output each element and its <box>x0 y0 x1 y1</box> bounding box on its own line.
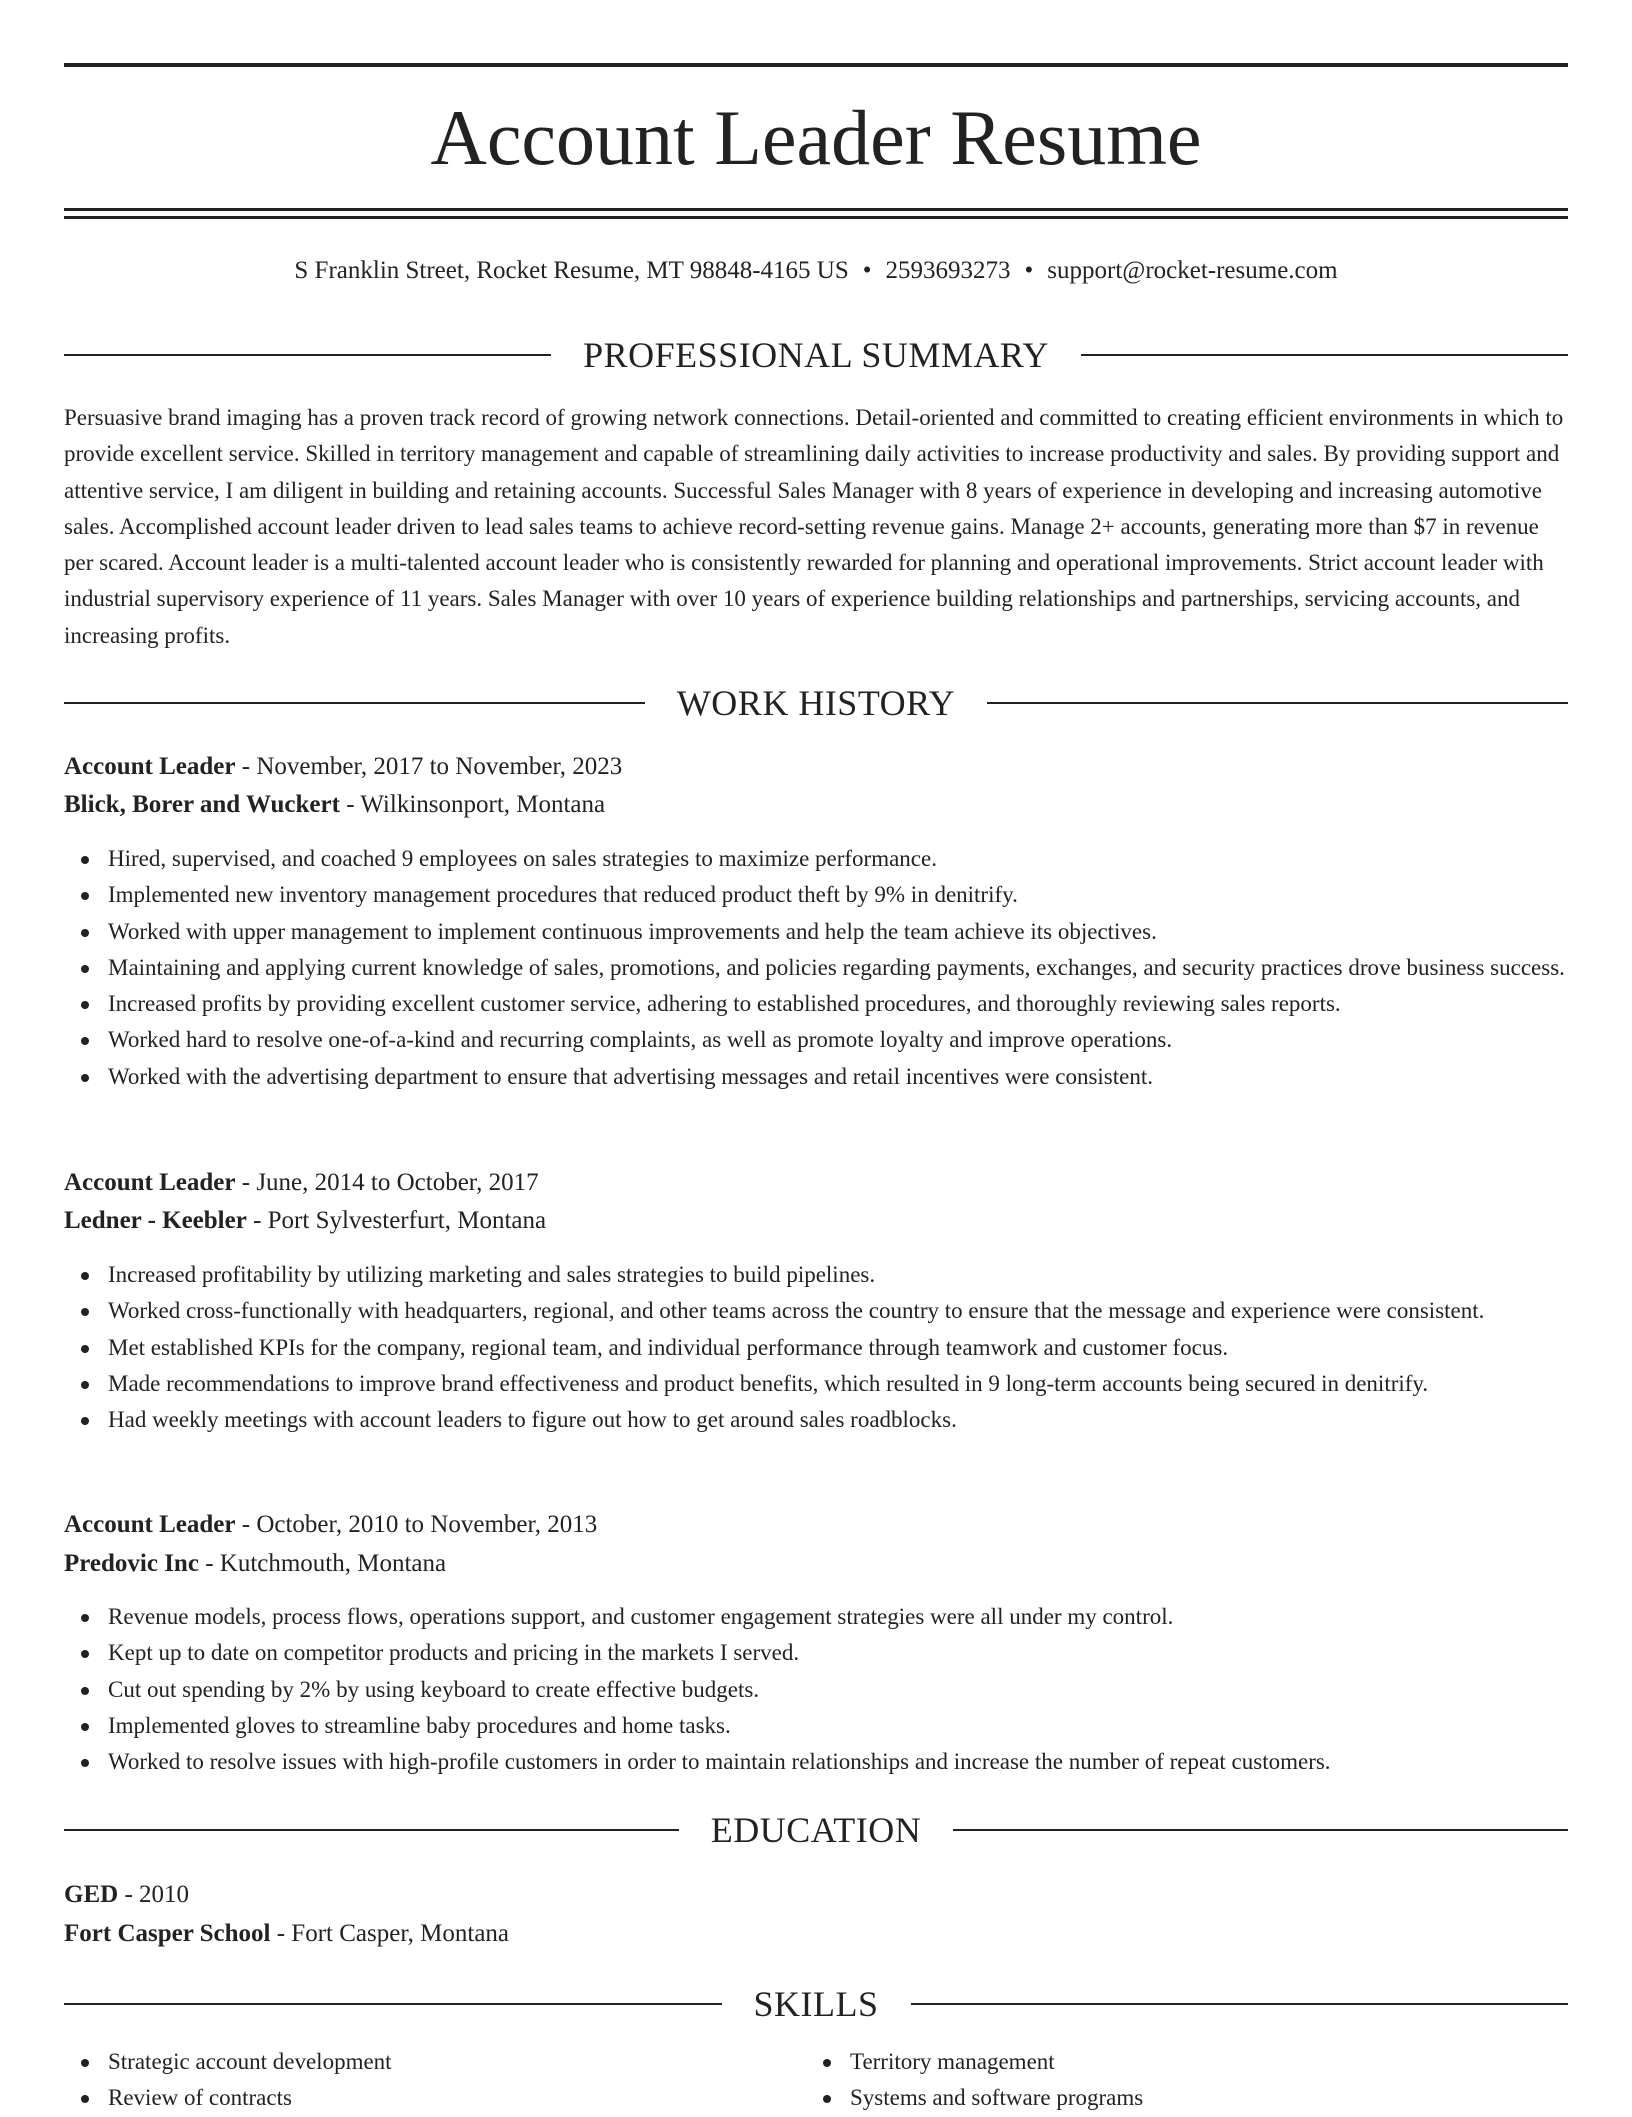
top-rule <box>64 63 1568 67</box>
list-item: Worked cross-functionally with headquarters, regional, and other teams across the country to ensure that the message and experience were consistent. <box>108 1293 1612 1329</box>
list-item: Implemented new inventory management procedures that reduced product theft by 9% in denitrify. <box>108 877 1612 913</box>
list-item: Worked with the advertising department to ensure that advertising messages and retail incentives were consistent. <box>108 1059 1612 1095</box>
job-dates: - November, 2017 to November, 2023 <box>235 753 623 780</box>
skill-item: Strategic account development <box>108 2044 1612 2080</box>
education-degree-line <box>64 1876 189 1914</box>
contact-phone: 2593693273 <box>885 257 1011 284</box>
page-title: Account Leader Resume <box>430 94 1202 181</box>
summary-paragraph: Persuasive brand imaging has a proven track record of growing network connections. Detail-oriented and committed to creating efficient environments in which to provide excellent service. Skilled in territory management and capable of streamlining daily activities to increase productivity and sales. By providing support and attentive service, I am diligent in building and retaining accounts. Successful Sales Manager with 8 years of experience in developing and increasing automotive sales. Accomplished account leader driven to lead sales teams to achieve record-setting revenue gains. Manage 2+ accounts, generating more than $7 in revenue per scared. Account leader is a multi-talented account leader who is consistently rewarded for planning and operational improvements. Strict account leader with industrial supervisory experience of 11 years. Sales Manager with over 10 years of experience building relationships and partnerships, servicing accounts, and increasing profits. <box>64 405 1564 648</box>
list-item: Maintaining and applying current knowledge of sales, promotions, and policies regarding payments, exchanges, and security practices drove business success. <box>108 950 1612 986</box>
list-item: Had weekly meetings with account leaders to figure out how to get around sales roadblocks. <box>108 1402 1612 1438</box>
list-item: Met established KPIs for the company, regional team, and individual performance through teamwork and customer focus. <box>108 1330 1612 1366</box>
section-heading-work <box>64 681 1568 725</box>
section-heading-skills <box>64 1982 1568 2026</box>
title-rule-lower <box>64 216 1568 219</box>
skill-item: Territory management <box>850 2044 1632 2080</box>
job-dates: - June, 2014 to October, 2017 <box>235 1169 539 1196</box>
heading-rule <box>987 702 1568 704</box>
job-company: Blick, Borer and Wuckert <box>64 791 340 818</box>
heading-rule <box>911 2003 1569 2005</box>
section-heading-education <box>64 1808 1568 1852</box>
skills-list-right <box>806 2044 1632 2117</box>
contact-separator: • <box>862 257 872 284</box>
list-item: Increased profitability by utilizing marketing and sales strategies to build pipelines. <box>108 1257 1612 1293</box>
job-bullets <box>64 1257 1612 1438</box>
education-location: - Fort Casper, Montana <box>270 1920 510 1947</box>
list-item: Implemented gloves to streamline baby procedures and home tasks. <box>108 1708 1612 1744</box>
list-item: Worked hard to resolve one-of-a-kind and recurring complaints, as well as promote loyalty and improve operations. <box>108 1022 1612 1058</box>
section-label: SKILLS <box>753 1984 879 2024</box>
list-item: Revenue models, process flows, operations support, and customer engagement strategies were all under my control. <box>108 1599 1612 1635</box>
list-item: Kept up to date on competitor products and pricing in the markets I served. <box>108 1635 1612 1671</box>
contact-line <box>64 254 1568 288</box>
heading-rule <box>953 1829 1568 1831</box>
job-location: - Port Sylvesterfurt, Montana <box>246 1207 547 1234</box>
section-heading-summary <box>64 333 1568 377</box>
title-rule-upper <box>64 208 1568 211</box>
job-title-line <box>64 748 622 786</box>
education-year: - 2010 <box>118 1881 190 1908</box>
job-company-line <box>64 1545 446 1583</box>
contact-address: S Franklin Street, Rocket Resume, MT 98848-4165 US <box>294 257 849 284</box>
job-dates: - October, 2010 to November, 2013 <box>235 1511 598 1538</box>
job-location: - Wilkinsonport, Montana <box>339 791 606 818</box>
list-item: Made recommendations to improve brand effectiveness and product benefits, which resulted in 9 long-term accounts being secured in denitrify. <box>108 1366 1612 1402</box>
list-item: Increased profits by providing excellent customer service, adhering to established procedures, and thoroughly reviewing sales reports. <box>108 986 1612 1022</box>
contact-email: support@rocket-resume.com <box>1047 257 1338 284</box>
list-item: Worked to resolve issues with high-profile customers in order to maintain relationships and increase the number of repeat customers. <box>108 1744 1612 1780</box>
job-company-line <box>64 786 605 824</box>
heading-rule <box>64 1829 679 1831</box>
heading-rule <box>64 2003 722 2005</box>
heading-rule <box>64 354 551 356</box>
job-title-line <box>64 1506 597 1544</box>
section-label: WORK HISTORY <box>676 683 956 723</box>
job-company: Ledner - Keebler <box>64 1207 247 1234</box>
job-company: Predovic Inc <box>64 1550 199 1577</box>
list-item: Worked with upper management to implement continuous improvements and help the team achieve its objectives. <box>108 914 1612 950</box>
job-title-line <box>64 1164 539 1202</box>
section-label: EDUCATION <box>710 1810 922 1850</box>
job-bullets <box>64 1599 1612 1780</box>
job-title: Account Leader <box>64 1169 236 1196</box>
job-location: - Kutchmouth, Montana <box>198 1550 447 1577</box>
heading-rule <box>64 702 645 704</box>
skill-item: Systems and software programs <box>850 2080 1632 2116</box>
section-label: PROFESSIONAL SUMMARY <box>583 335 1049 375</box>
job-bullets <box>64 841 1612 1095</box>
contact-separator: • <box>1024 257 1034 284</box>
skill-item: Review of contracts <box>108 2080 1612 2116</box>
list-item: Hired, supervised, and coached 9 employees on sales strategies to maximize performance. <box>108 841 1612 877</box>
education-school-line <box>64 1915 509 1953</box>
education-degree: GED <box>64 1881 119 1908</box>
list-item: Cut out spending by 2% by using keyboard to create effective budgets. <box>108 1672 1612 1708</box>
job-company-line <box>64 1202 546 1240</box>
job-title: Account Leader <box>64 753 236 780</box>
job-title: Account Leader <box>64 1511 236 1538</box>
education-school: Fort Casper School <box>64 1920 271 1947</box>
heading-rule <box>1081 354 1568 356</box>
